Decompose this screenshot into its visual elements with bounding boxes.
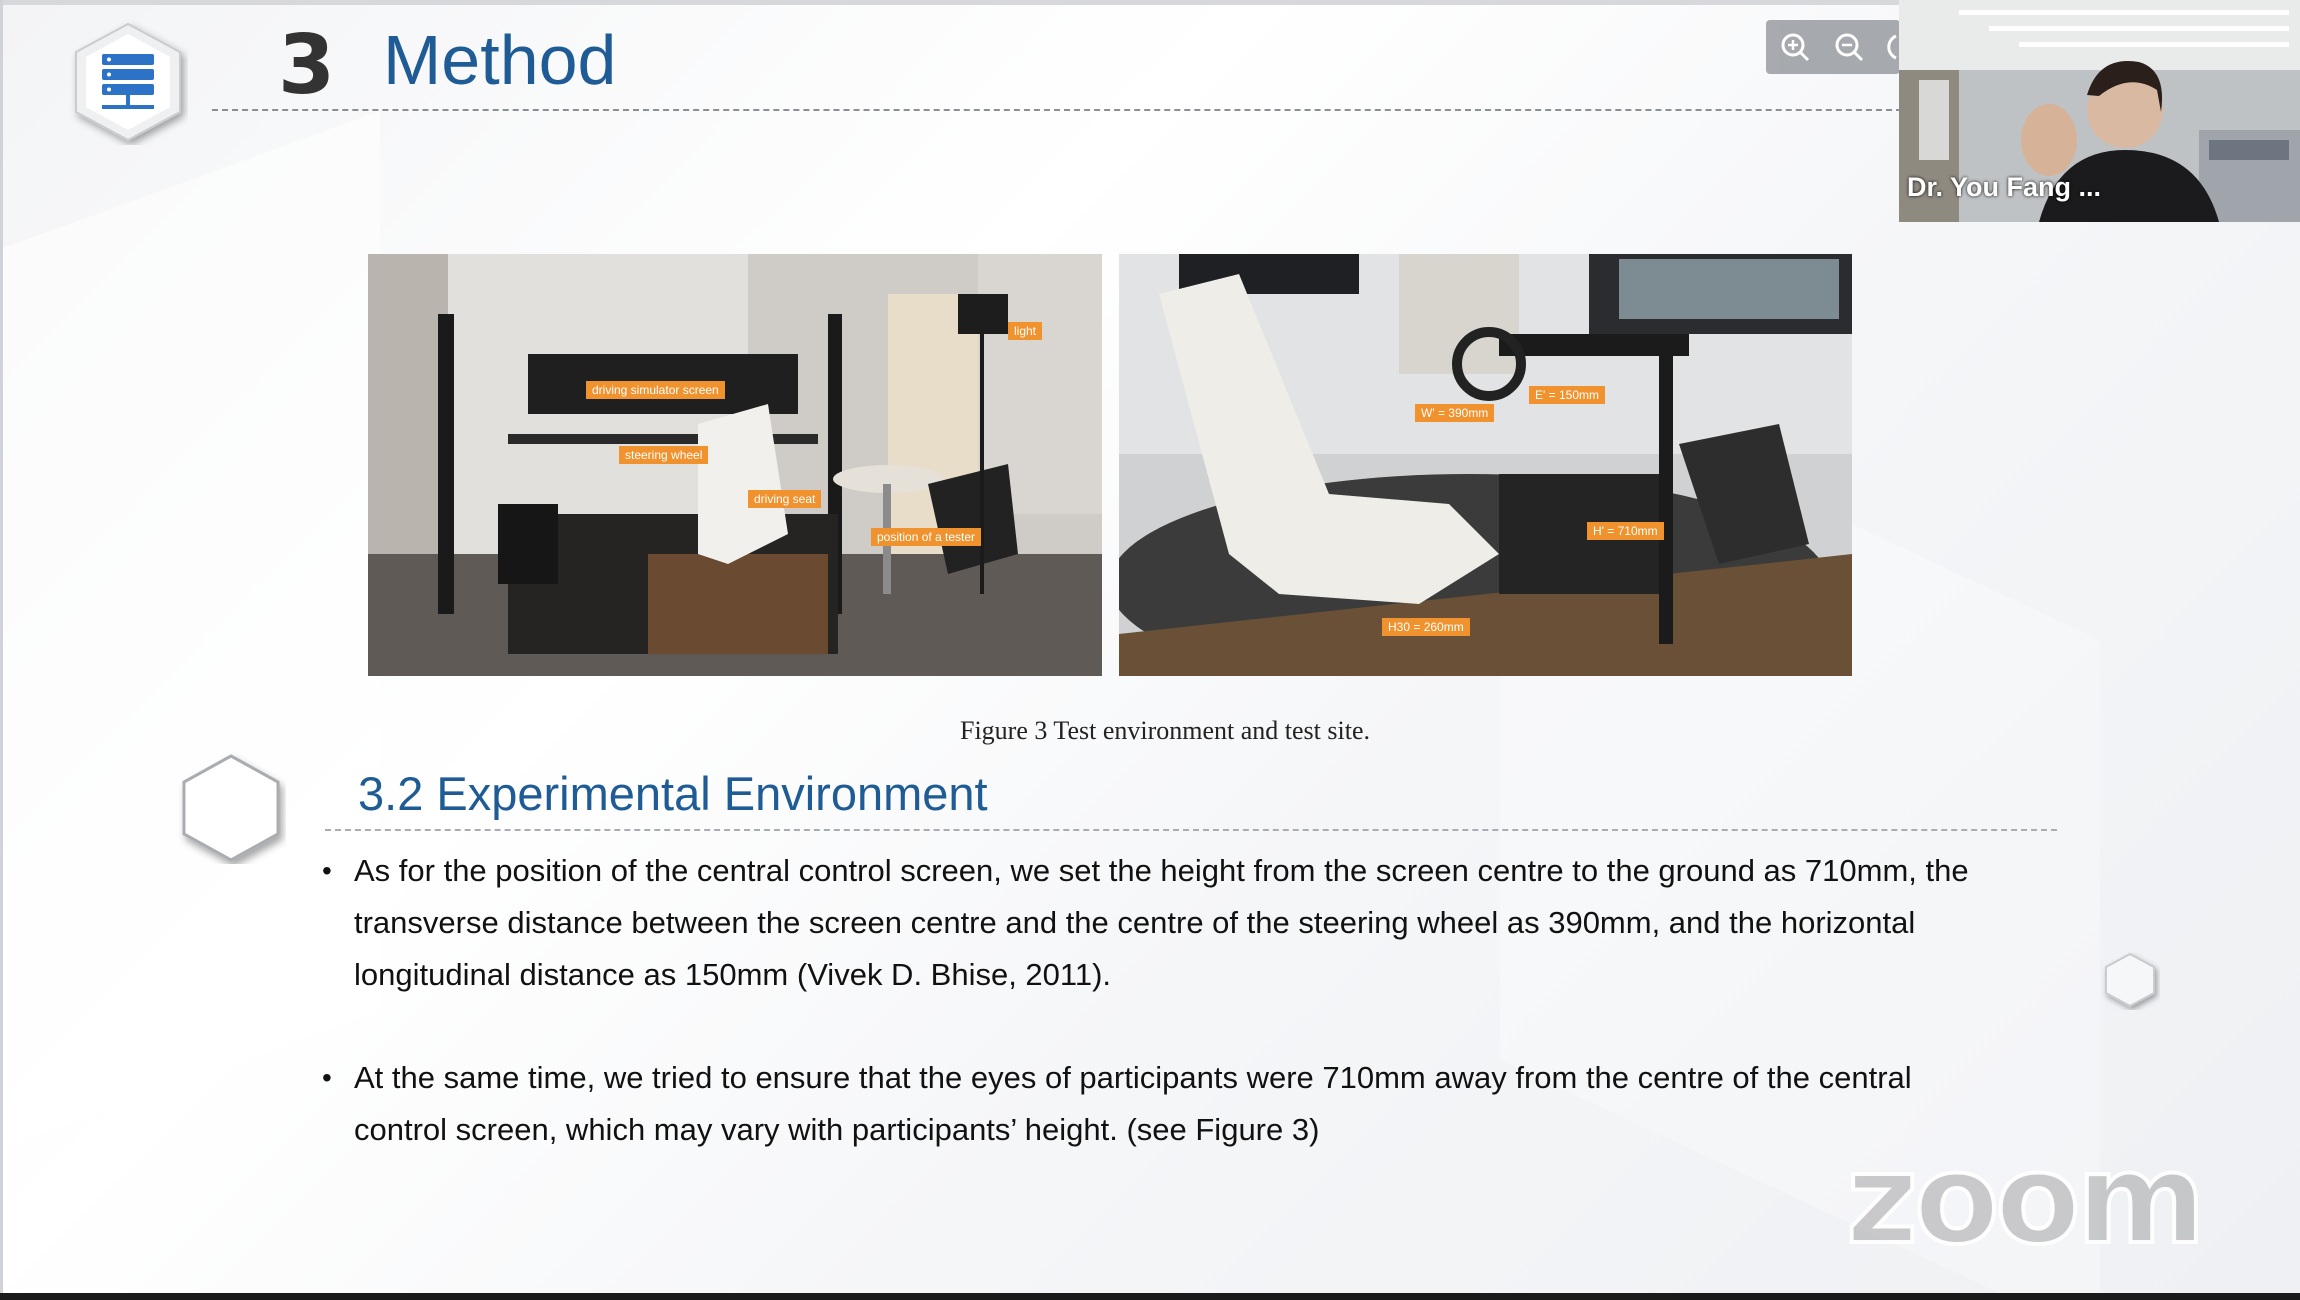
section-number: 3 [278,18,334,113]
bullet-line: As for the position of the central control screen, we set the height from the screen centre to the ground as 710mm, the [354,853,1969,888]
title-divider [212,109,1902,111]
bullet-line: At the same time, we tried to ensure that the eyes of participants were 710mm away from the centre of the central [354,1060,1912,1095]
label-e-distance: E' = 150mm [1529,386,1605,404]
server-hex-icon [68,20,188,145]
label-light: light [1008,322,1042,340]
zoom-watermark: zoom [1846,1128,2202,1272]
simulator-room-image [368,254,1102,676]
zoom-out-icon[interactable] [1832,30,1866,64]
label-steering-wheel: steering wheel [619,446,708,464]
label-driving-simulator-screen: driving simulator screen [586,381,725,399]
bullet-line: longitudinal distance as 150mm (Vivek D. Bhise, 2011). [354,957,1112,992]
photo-simulator-overview [368,254,1102,676]
label-w-distance: W' = 390mm [1415,404,1494,422]
bullet-screen-position [322,845,2114,1001]
photo-seat-measurements [1119,254,1852,676]
left-border [0,0,3,1300]
fit-icon[interactable] [1882,30,1900,64]
figure-caption: Figure 3 Test environment and test site. [959,716,1371,745]
bullet-line: transverse distance between the screen centre and the centre of the steering wheel as 390mm, and the horizontal [354,905,1916,940]
section-title: Method [383,21,617,99]
background-facet [0,111,380,1149]
bullet-dot: • [322,1062,332,1093]
subsection-title: 3.2 Experimental Environment [358,767,988,820]
zoom-view-toolbar [1766,20,1900,74]
decorative-hex-icon [2100,950,2160,1010]
seat-measurement-image [1119,254,1852,676]
participant-video-tile[interactable] [1899,0,2300,222]
subsection-divider [325,829,2057,831]
bullet-dot: • [322,855,332,886]
label-position-of-tester: position of a tester [871,528,981,546]
label-driving-seat: driving seat [748,490,821,508]
zoom-in-icon[interactable] [1778,30,1812,64]
participant-name: Dr. You Fang ... [1907,172,2102,202]
bullet-line: control screen, which may vary with participants’ height. (see Figure 3) [354,1112,1320,1147]
bottom-border [0,1293,2300,1300]
label-h-distance: H' = 710mm [1587,522,1664,540]
subsection-hex-icon [176,752,286,864]
label-h30-distance: H30 = 260mm [1382,618,1470,636]
